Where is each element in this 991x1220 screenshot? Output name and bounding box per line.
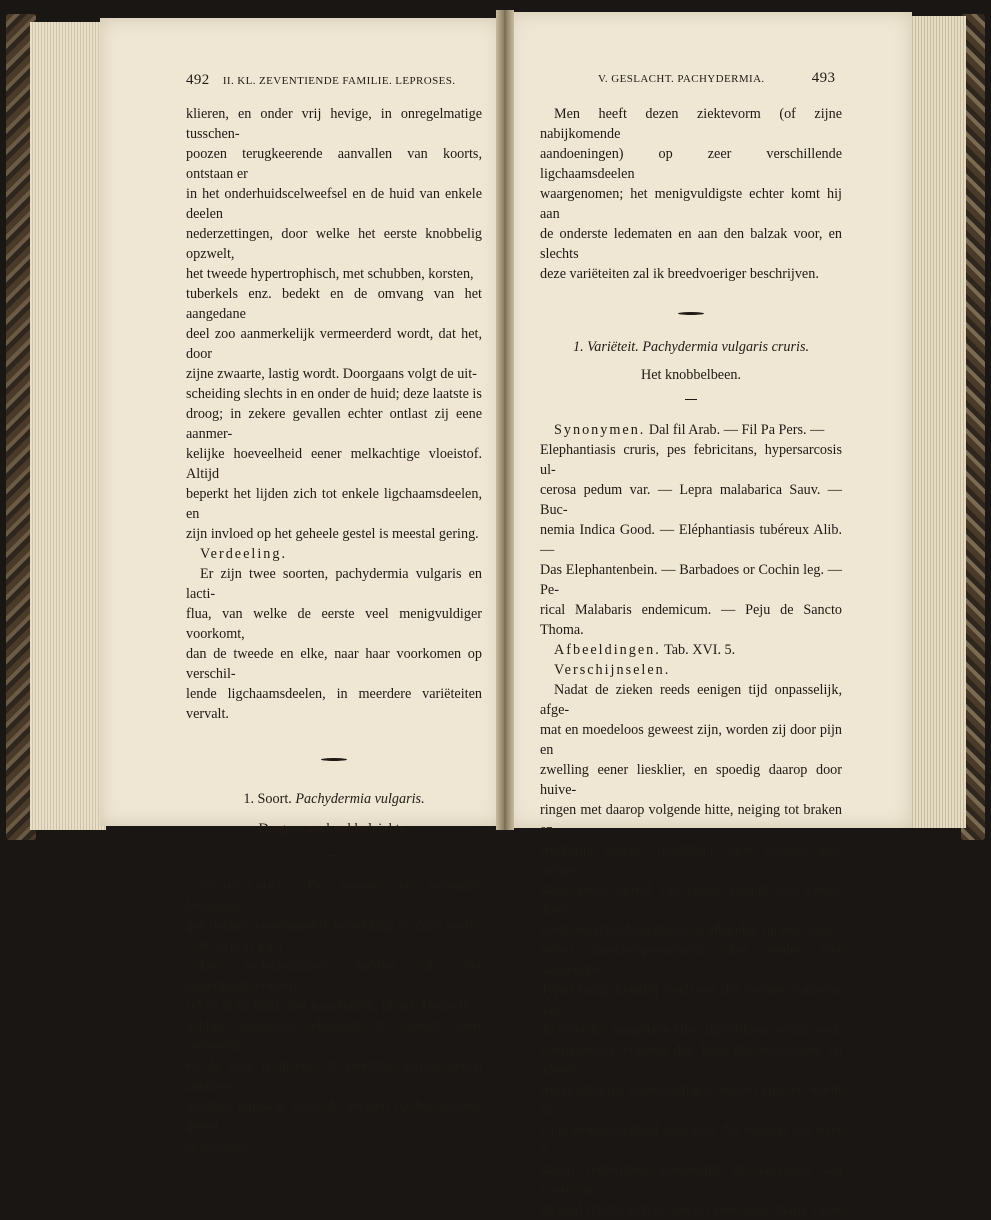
text-line: scheiding slechts in en onder de huid; deze laatste is — [186, 386, 482, 402]
text-line: nemia Indica Good. — Eléphantiasis tubéreux Alib. — — [540, 522, 842, 558]
book-gutter — [496, 10, 514, 830]
left-running-head — [186, 72, 455, 89]
soort-common-name: De gewone knobbelziekte. — [258, 821, 410, 837]
variety-title — [540, 337, 842, 357]
text-line: zijne bewegelijkheid gestremd. Na verloop van 6 tot 8 — [540, 1122, 842, 1158]
soort-name: Pachydermia vulgaris. — [295, 791, 425, 807]
variety-common-name: Het knobbelbeen. — [640, 367, 742, 383]
text-line: zwelling eener liesklier, en spoedig daarop door huive- — [540, 762, 842, 798]
text-line: Elephantiasis cruris, pes febricitans, hypersarcosis ul- — [540, 442, 842, 478]
kenmerken-heading: Kenmerken. — [200, 938, 290, 954]
text-line: in het onderhuidscelweefsel en de huid van enkele deelen — [186, 186, 482, 222]
text-line: nederzettingen, door welke het eerste knobbelig opzwelt, — [186, 226, 482, 262]
text-line: Er zijn twee soorten, pachydermia vulgaris en lacti- — [186, 566, 482, 602]
left-text — [186, 104, 482, 1156]
text-line: daan. Deze aanval van koorts eindigt met zweet, doch — [540, 882, 842, 918]
left-para-1 — [186, 104, 482, 544]
left-synonymen — [186, 876, 482, 936]
variety-name: Pachydermia vulgaris cruris. — [642, 339, 810, 355]
text-line: aandoeningen) op zeer verschillende ligchaamsdeelen — [540, 146, 842, 182]
right-head-title: V. GESLACHT. PACHYDERMIA. — [598, 73, 765, 85]
text-line: de huid schubt zich af, slechts eene ligte, matig vaste — [540, 1202, 841, 1218]
right-page-number: 493 — [811, 70, 836, 86]
text-line: en de huid is droog; de zwelling bereikt eenen aanmer- — [186, 1058, 482, 1094]
text-line: ringen met daarop volgende hitte, neiging tot braken en — [540, 802, 842, 838]
variety-number: 1. Variëteit. — [572, 339, 639, 355]
left-page-number: 492 — [186, 72, 210, 88]
text-line: keert, verscheidene dagen na elkander, nu eens met — [540, 922, 831, 938]
text-line: De meeste der vermelde benamin- — [186, 878, 482, 914]
text-line: lende ligchaamsdeelen, in meerdere variëteiten vervalt. — [186, 686, 482, 722]
text-line: kelijken omvang, doch de invloed op het geheele gestel — [186, 1098, 482, 1134]
afbeeldingen-ref: Tab. XVI. 5. — [664, 642, 736, 658]
left-kenmerken — [186, 956, 482, 1156]
text-line: Dal fil Arab. — Fil Pa Pers. — — [648, 422, 825, 438]
text-line: dan de tweede en elke, naar haar voorkomen op verschil- — [186, 646, 482, 682]
left-para-2 — [186, 564, 482, 724]
text-line: kelijke hoeveelheid eener melkachtige vloeistof. Altijd — [186, 446, 482, 482]
verschijnselen-heading: Verschijnselen. — [554, 662, 671, 678]
text-line: deel zoo aanmerkelijk vermeerderd wordt, dat het, door — [186, 326, 482, 362]
text-line: dagen verdwijnen gewoonlijk de aanvallen van koorts, en — [540, 1162, 842, 1198]
text-line: waargenomen; het menigvuldigste echter komt hij aan — [540, 186, 842, 222]
right-text — [540, 104, 842, 1220]
right-verschijnselen — [540, 680, 842, 1220]
text-line: klieren, en onder vrij hevige, in onregelmatige tusschen- — [186, 106, 482, 142]
text-line: mat en moedeloos geweest zijn, worden zij door pijn en — [540, 722, 842, 758]
text-line: De nederzettingen hebben in het onderhuidscelweef- — [186, 958, 482, 994]
synonymen-heading: Synonymen. — [200, 878, 292, 894]
text-line: voornamelijk volgens den loop der watervaten en aderen, — [540, 1042, 842, 1078]
text-line: poozen terugkeerende aanvallen van koorts, ontstaan er — [186, 146, 482, 182]
text-line: eenen tusschenpoozenden, dan weder met nalatenden — [540, 942, 842, 978]
text-line: droog; in zekere gevallen echter ontlast zij eene aanmer- — [186, 406, 482, 442]
text-line: zijne zwaarte, lastig wordt. Doorgaans volgt de uit- — [186, 366, 477, 382]
page-edges-left — [30, 22, 106, 830]
text-line: Nadat de zieken reeds eenigen tijd onpasselijk, afge- — [540, 682, 842, 718]
soort-title — [186, 789, 482, 809]
text-line: deze variëteiten zal ik breedvoeriger beschrijven. — [540, 266, 819, 282]
right-running-head — [598, 70, 835, 87]
text-line: het tweede hypertrophisch, met schubben, korsten, — [186, 266, 474, 282]
afbeeldingen-heading: Afbeeldingen. — [554, 642, 661, 658]
text-line: Typus terug. Daarbij zwelt een der beenen, namelijk aan — [540, 982, 842, 1018]
text-line: zijn invloed op het geheele gestel is meestal gering. — [186, 526, 479, 542]
verdeeling-heading: Verdeeling. — [200, 546, 287, 562]
text-line: gen hebben voornamelijk betrekking op deze soort. — [186, 918, 478, 934]
text-line: beperkt het lijden zich tot enkele ligchaamsdeelen, en — [186, 486, 482, 522]
soort-number: 1. Soort. — [243, 791, 292, 807]
right-intro — [540, 104, 842, 284]
text-line: is geringer. — [186, 1138, 250, 1154]
text-line: rical Malabaris endemicum. — Peju de Sancto Thoma. — [540, 602, 842, 638]
text-line: welke dikwijls snoervormig te voelen zijn, en wordt in — [540, 1082, 842, 1118]
right-synonymen — [540, 420, 842, 640]
text-line: Men heeft dezen ziektevorm (of zijne nabijkomende — [540, 106, 842, 142]
text-line: Das Elephantenbein. — Barbadoes or Cochin leg. — Pe- — [540, 562, 842, 598]
text-line: cerosa pedum var. — Lepra malabarica Sauv. — Buc- — [540, 482, 842, 518]
text-line: achtige uitgestorte vloeistof der tweede soort ontbreekt — [186, 1018, 482, 1054]
left-head-title: II. KL. ZEVENTIENDE FAMILIE. LEPROSES. — [222, 75, 456, 87]
text-line: de onderste ledematen en aan den balzak voor, en slechts — [540, 226, 842, 262]
text-line: sel en in de huid, niet naar buiten, plaats. De melk- — [186, 998, 475, 1014]
synonymen-heading: Synonymen. — [554, 422, 646, 438]
page-edges-right — [910, 16, 966, 828]
text-line: flua, van welke de eerste veel menigvuldiger voorkomt, — [186, 606, 482, 642]
text-line: de zijde der aangedane klier, ligtelijk op, wordt rood, — [540, 1022, 841, 1038]
text-line: tuberkels enz. bedekt en de omvang van het aangedane — [186, 286, 482, 322]
text-line: werkelijk braken, hoofdpijn, ligte ijlingen enz. aange- — [540, 842, 842, 878]
